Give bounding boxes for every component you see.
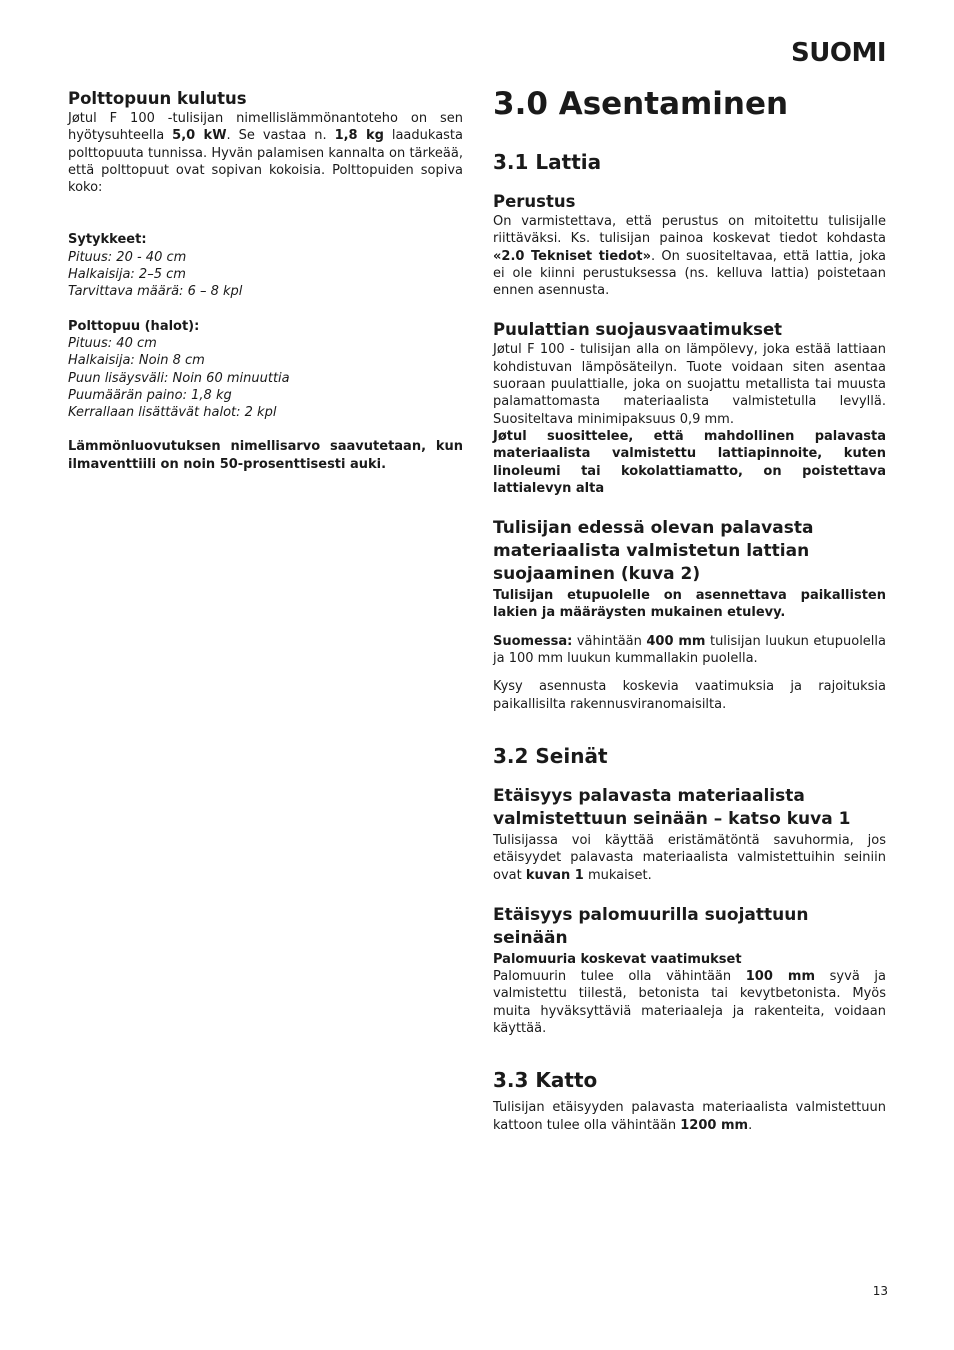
installation-title: 3.0 Asentaminen xyxy=(493,86,789,122)
firewall-requirements-label: Palomuuria koskevat vaatimukset xyxy=(493,951,742,967)
kindling-label: Sytykkeet: xyxy=(68,232,147,248)
front-plate-requirement: Tulisijan etupuolelle on asennettava paikallisten lakien ja määräysten mukainen etulevy. xyxy=(493,588,886,621)
finland-requirement: Suomessa: vähintään 400 mm tulisijan luukun etupuolella ja 100 mm luukun kummallakin puolella. xyxy=(493,633,886,667)
firewood-consumption-heading: Polttopuun kulutus xyxy=(68,89,247,108)
foundation-heading: Perustus xyxy=(493,192,576,211)
combustible-wall-heading: Etäisyys palavasta materiaalista valmistettuun seinään – katso kuva 1 xyxy=(493,785,851,829)
combustible-wall-text: Tulisijassa voi käyttää eristämätöntä savuhormia, jos etäisyydet palavasta materiaalista valmistettuihin seiniin ovat kuvan 1 mukaiset. xyxy=(493,832,886,883)
language-label: SUOMI xyxy=(791,38,886,68)
ceiling-text: Tulisijan etäisyyden palavasta materiaalista valmistettuun kattoon tulee olla vähintään 1200 mm. xyxy=(493,1100,886,1133)
page-number: 13 xyxy=(872,1284,888,1298)
authorities-note: Kysy asennusta koskevia vaatimuksia ja rajoituksia paikallisilta rakennusviranomaisilta. xyxy=(493,679,886,712)
kindling-line: Tarvittava määrä: 6 – 8 kpl xyxy=(68,284,243,300)
firewall-text: Palomuurin tulee olla vähintään 100 mm syvä ja valmistettu tiilestä, betonista tai kevytbetonista. Myös muita hyväksyttäviä materiaaleja ja rakenteita, voidaan käyttää. xyxy=(493,969,886,1037)
kindling-line: Pituus: 20 - 40 cm xyxy=(68,249,187,265)
walls-section-title: 3.2 Seinät xyxy=(493,743,608,768)
firewood-line: Puun lisäysväli: Noin 60 minuuttia xyxy=(68,370,290,386)
air-valve-note: Lämmönluovutuksen nimellisarvo saavutetaan, kun ilmaventtiili on noin 50-prosenttisesti auki. xyxy=(68,439,463,472)
foundation-text: On varmistettava, että perustus on mitoitettu tulisijalle riittäväksi. Ks. tulisijan painoa koskevat tiedot kohdasta «2.0 Tekniset tiedot». On suositeltavaa, että lattia, joka ei ole kiinni perustuksessa (ns. kelluva lattia) poistetaan ennen asennusta. xyxy=(493,214,886,299)
right-column xyxy=(493,84,886,1134)
wood-floor-recommendation: Jøtul suosittelee, että mahdollinen palavasta materiaalista valmistettu lattiapinnoite, kuten linoleumi tai kokolattiamatto, on poistettava lattialevyn alta xyxy=(493,428,886,496)
firewood-label: Polttopuu (halot): xyxy=(68,318,200,334)
firewall-heading: Etäisyys palomuurilla suojattuun seinään xyxy=(493,904,809,948)
firewood-intro: Jøtul F 100 -tulisijan nimellislämmönantoteho on sen hyötysuhteella 5,0 kW. Se vastaa n. 1,8 kg laadukasta polttopuuta tunnissa. Hyvän palamisen kannalta on tärkeää, että polttopuut ovat sopivan kokoisia. Polttopuiden sopiva koko: xyxy=(68,111,463,196)
firewood-line: Pituus: 40 cm xyxy=(68,335,157,351)
wood-floor-heading: Puulattian suojausvaatimukset xyxy=(493,320,783,340)
firewood-line: Kerrallaan lisättävät halot: 2 kpl xyxy=(68,405,277,421)
ceiling-section-title: 3.3 Katto xyxy=(493,1068,598,1093)
front-floor-heading: Tulisijan edessä olevan palavasta materiaalista valmistetun lattian suojaaminen (kuva 2) xyxy=(493,518,814,585)
wood-floor-text: Jøtul F 100 - tulisijan alla on lämpölevy, joka estää lattiaan kohdistuvan lämpösäteilyn. Tuote voidaan siten asentaa suoraan puulattialle, joka on suojattu metallista tai muusta palamattomasta materiaalista valmistetulla levyllä. Suositeltava minimipaksuus 0,9 mm. xyxy=(493,342,886,427)
kindling-line: Halkaisija: 2–5 cm xyxy=(68,267,186,283)
left-column xyxy=(68,88,463,473)
firewood-line: Puumäärän paino: 1,8 kg xyxy=(68,387,232,403)
firewood-line: Halkaisija: Noin 8 cm xyxy=(68,353,205,369)
floor-section-title: 3.1 Lattia xyxy=(493,150,602,174)
